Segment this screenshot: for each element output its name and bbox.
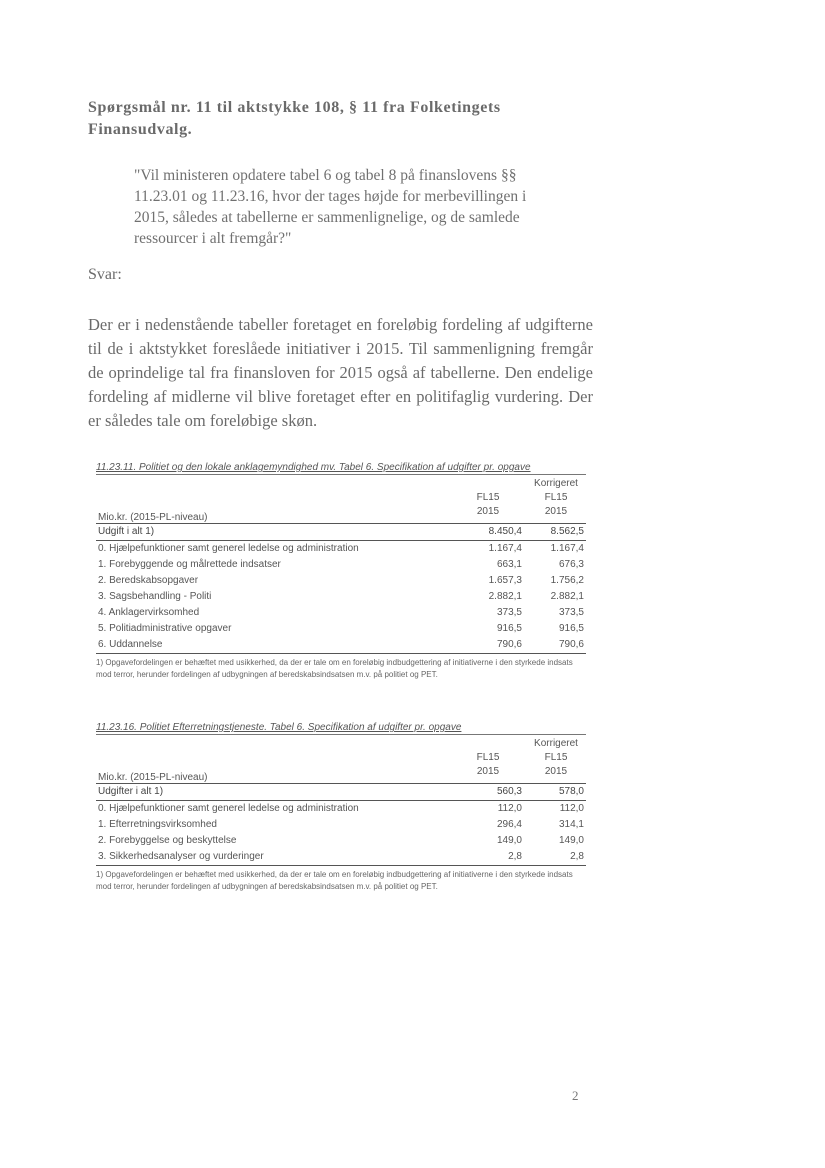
answer-label: Svar: (88, 266, 122, 283)
question-quote: "Vil ministeren opdatere tabel 6 og tabel 8 på finanslovens §§ 11.23.01 og 11.23.16, hvor der tages højde for merbevillingen i 2015, således at tabellerne er sammenlignelige, og de samlede ressourcer i alt fremgår?" (134, 167, 527, 247)
table-row: 5. Politiadministrative opgaver 916,5 916,5 (98, 623, 584, 634)
unit-label: Mio.kr. (2015-PL-niveau) (98, 772, 208, 783)
table-row: 0. Hjælpefunktioner samt generel ledelse og administration 1.167,4 1.167,4 (98, 543, 584, 554)
table-footnote: 1) Opgavefordelingen er behæftet med usikkerhed, da der er tale om en foreløbig indbudgettering af initiativerne i den styrkede indsats mod terror, herunder fordelingen af udbygningen af beredskabsindsatsen m.v. på politiet og PET. (96, 870, 573, 891)
col-fl15-header: FL15 2015 (476, 752, 500, 777)
table-header (96, 735, 586, 784)
col-fl15-header: FL15 2015 (476, 492, 500, 517)
table-row: 3. Sikkerhedsanalyser og vurderinger 2,8 2,8 (96, 849, 586, 866)
table-row: 2. Beredskabsopgaver 1.657,3 1.756,2 (98, 575, 584, 586)
page-number: 2 (572, 1088, 579, 1103)
table-title: 11.23.16. Politiet Efterretningstjeneste. Tabel 6. Specifikation af udgifter pr. opgave (96, 722, 586, 735)
col-korrigeret-header: Korrigeret FL15 2015 (534, 478, 578, 517)
table-row: 6. Uddannelse 790,6 790,6 (96, 637, 586, 654)
table-row-total: Udgift i alt 1) 8.450,4 8.562,5 (96, 524, 586, 541)
table-header (96, 475, 586, 524)
unit-label: Mio.kr. (2015-PL-niveau) (98, 512, 208, 523)
table-row: 4. Anklagervirksomhed 373,5 373,5 (98, 607, 584, 618)
table-row: 1. Efterretningsvirksomhed 296,4 314,1 (98, 819, 584, 830)
col-korrigeret-header: Korrigeret FL15 2015 (534, 738, 578, 777)
question-heading: Spørgsmål nr. 11 til aktstykke 108, § 11 fra Folketingets Finansudvalg. (88, 99, 501, 138)
table-politiet (96, 462, 586, 681)
table-row: 0. Hjælpefunktioner samt generel ledelse og administration 112,0 112,0 (98, 803, 584, 814)
table-title: 11.23.11. Politiet og den lokale anklagemyndighed mv. Tabel 6. Specifikation af udgifter pr. opgave (96, 462, 586, 475)
answer-body: Der er i nedenstående tabeller foretaget en foreløbig fordeling af udgifterne til de i aktstykket foreslåede initiativer i 2015. Til sammenligning fremgår de oprindelige tal fra finansloven for 2015 også af tabellerne. Den endelige fordeling af midlerne vil blive foretaget efter en politifaglig vurdering. Der er således tale om foreløbige skøn. (88, 315, 593, 430)
table-row: 2. Forebyggelse og beskyttelse 149,0 149,0 (98, 835, 584, 846)
table-pet (96, 722, 586, 893)
table-row-total: Udgifter i alt 1) 560,3 578,0 (96, 784, 586, 801)
table-footnote: 1) Opgavefordelingen er behæftet med usikkerhed, da der er tale om en foreløbig indbudgettering af initiativerne i den styrkede indsats mod terror, herunder fordelingen af udbygningen af beredskabsindsatsen m.v. på politiet og PET. (96, 658, 573, 679)
table-row: 3. Sagsbehandling - Politi 2.882,1 2.882,1 (98, 591, 584, 602)
table-row: 1. Forebyggende og målrettede indsatser 663,1 676,3 (98, 559, 584, 570)
